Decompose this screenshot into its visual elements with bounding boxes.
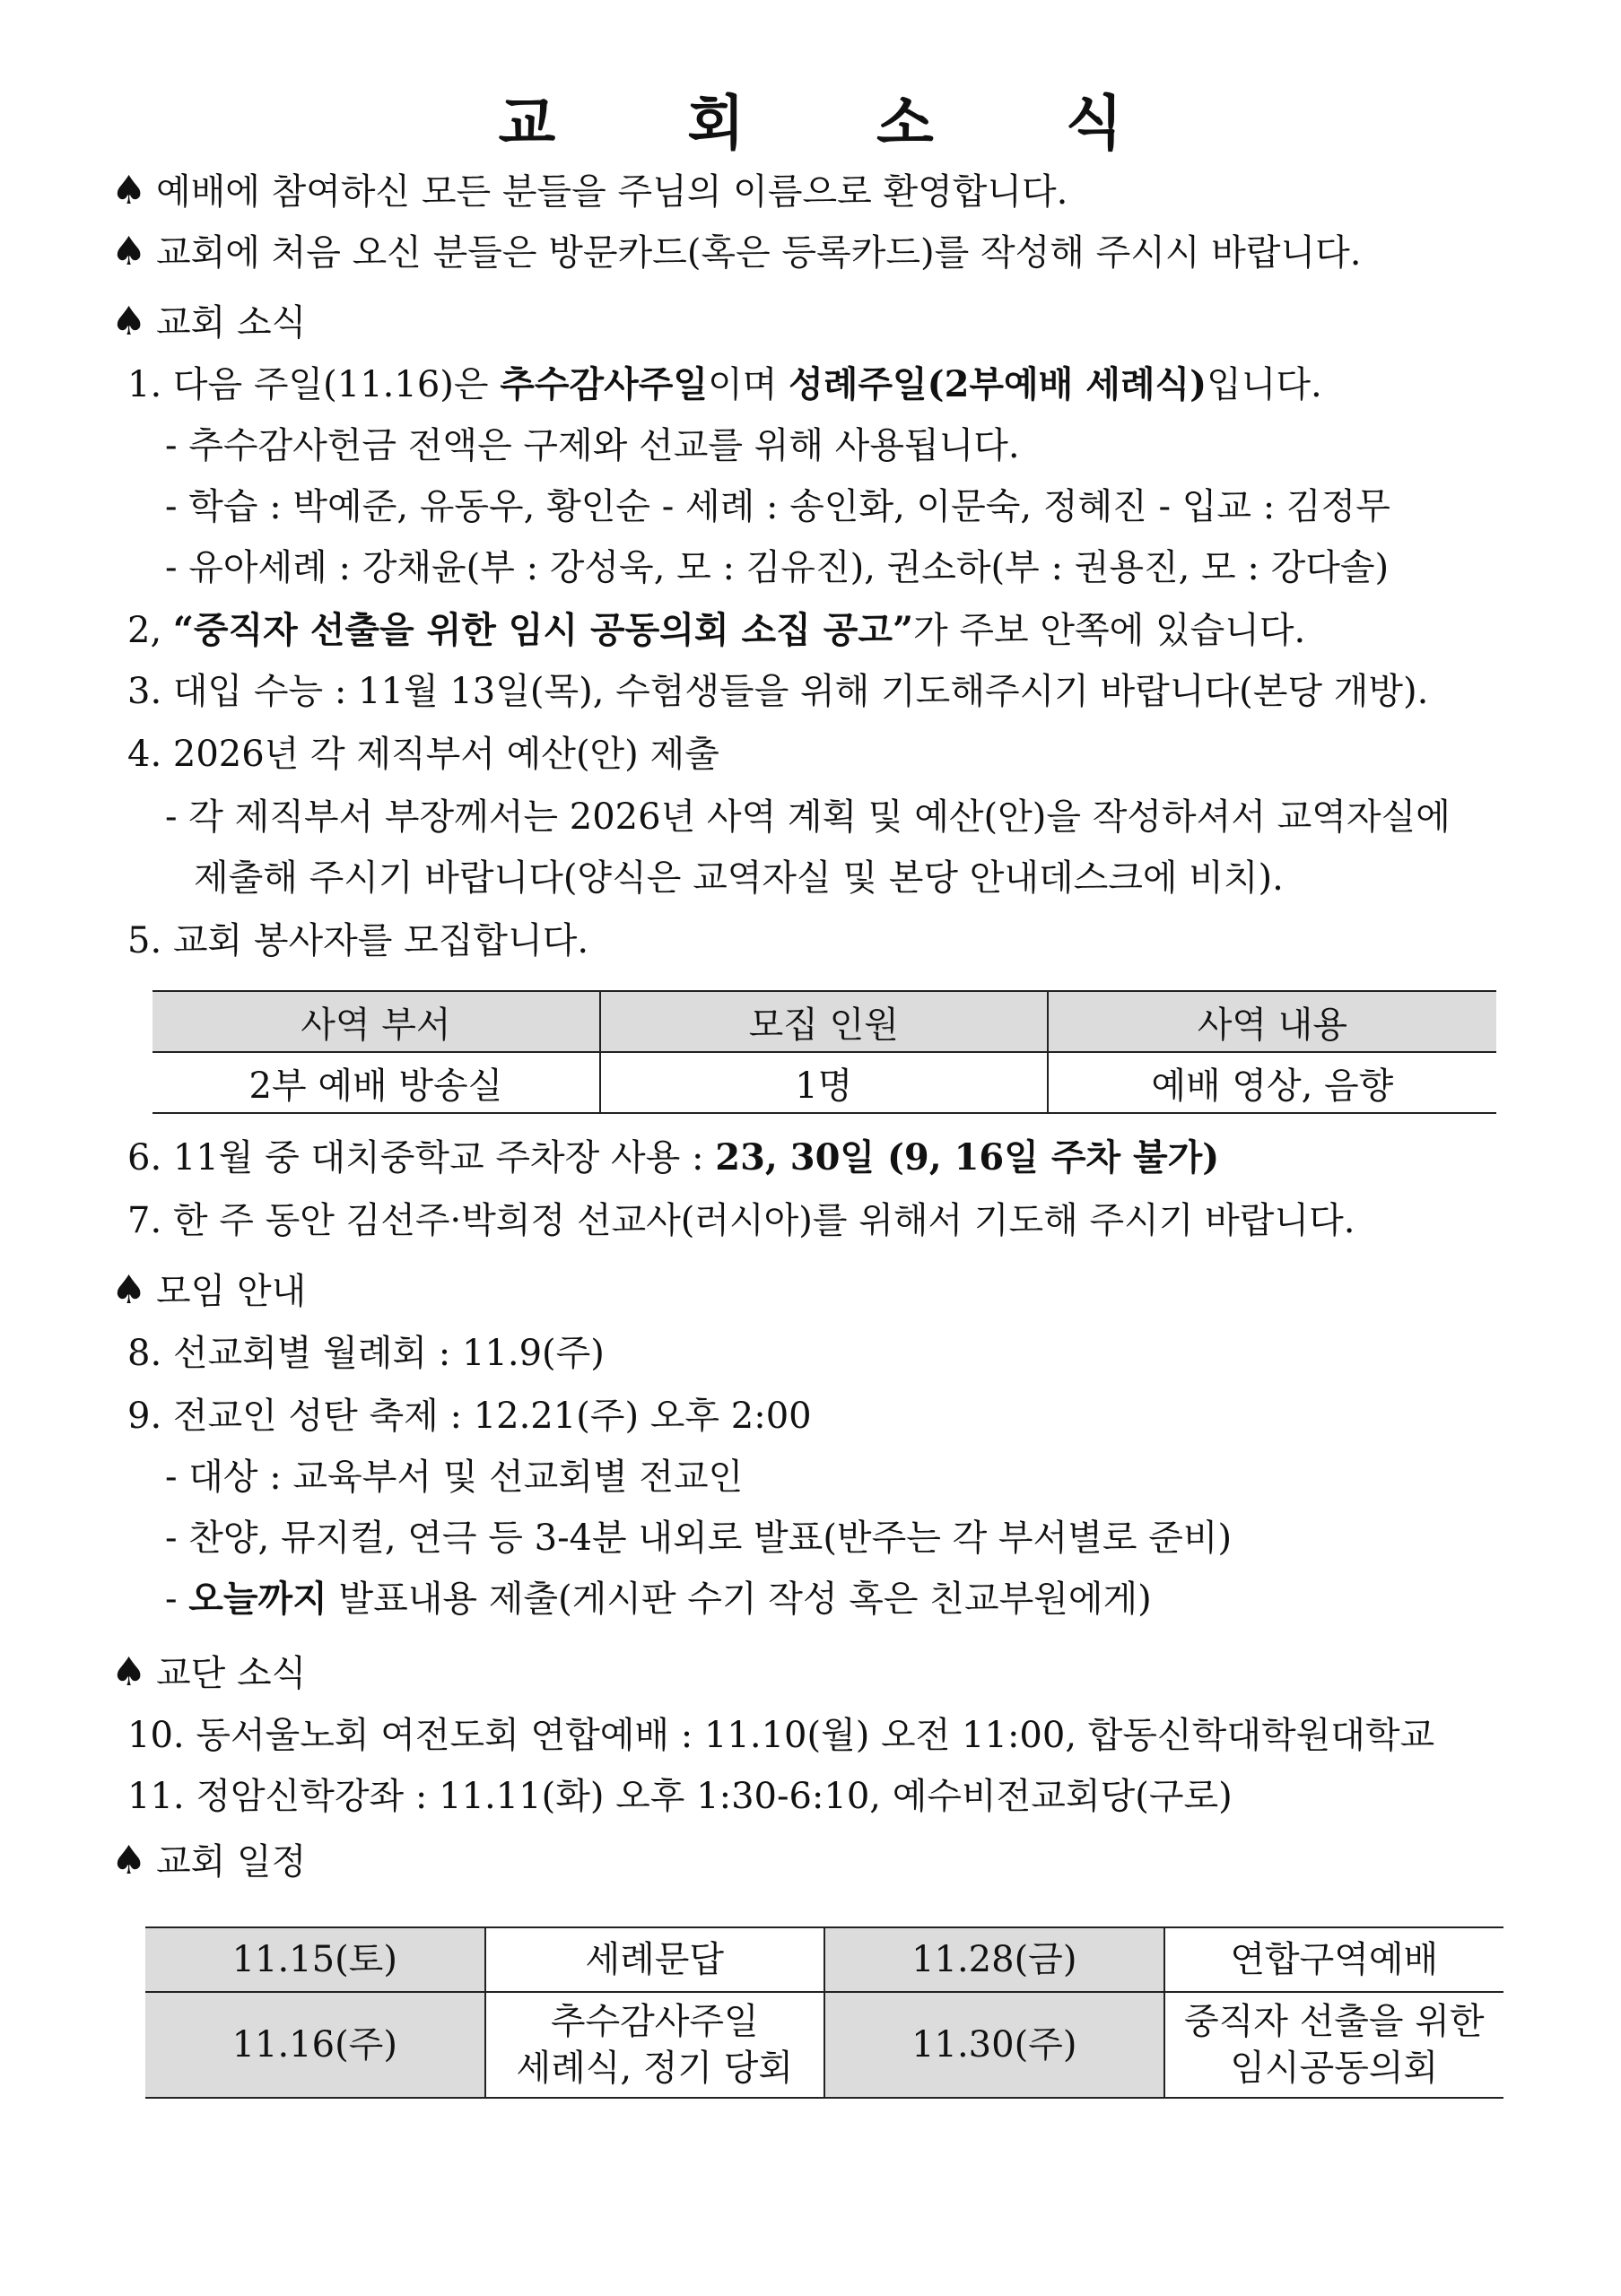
intro-line-2: ♠ 교회에 처음 오신 분들은 방문카드(혹은 등록카드)를 작성해 주시시 바랍니다. (111, 226, 1361, 279)
news-item-5: 5. 교회 봉사자를 모집합니다. (127, 920, 589, 961)
denomination-item-10: 10. 동서울노회 여전도회 연합예배 : 11.10(월) 오전 11:00, 합동신학대학원대학교 (127, 1715, 1435, 1756)
denomination-item-11: 11. 정암신학강좌 : 11.11(화) 오후 1:30-6:10, 예수비전교회당(구로) (127, 1776, 1233, 1817)
schedule-event: 연합구역예배 (1164, 1927, 1504, 1992)
news-item-1-sub-1: - 추수감사헌금 전액은 구제와 선교를 위해 사용됩니다. (165, 425, 1020, 466)
meeting-item-9: 9. 전교인 성탄 축제 : 12.21(주) 오후 2:00 (127, 1396, 812, 1437)
section-meetings: ♠ 모임 안내 (111, 1265, 306, 1318)
meeting-item-9-sub-1: - 대상 : 교육부서 및 선교회별 전교인 (165, 1457, 744, 1498)
news-item-7: 7. 한 주 동안 김선주·박희정 선교사(러시아)를 위해서 기도해 주시기 바랍니다. (127, 1200, 1355, 1241)
meeting-item-8: 8. 선교회별 월례회 : 11.9(주) (127, 1333, 605, 1374)
page-title: 교 회 소 식 (498, 89, 1179, 158)
schedule-date: 11.15(토) (145, 1927, 485, 1992)
schedule-event: 세례문답 (485, 1927, 825, 1992)
table-header: 모집 인원 (600, 991, 1048, 1052)
meeting-item-9-sub-3: - 오늘까지 발표내용 제출(게시판 수기 작성 혹은 친교부원에게) (165, 1578, 1152, 1620)
news-item-6: 6. 11월 중 대치중학교 주차장 사용 : 23, 30일 (9, 16일 주차 불가) (127, 1136, 1220, 1178)
section-denomination: ♠ 교단 소식 (111, 1647, 306, 1700)
spade-icon: ♠ (111, 299, 147, 344)
spade-icon: ♠ (111, 1649, 147, 1695)
spade-icon: ♠ (111, 1267, 147, 1313)
schedule-event: 추수감사주일 세례식, 정기 당회 (485, 1992, 825, 2098)
schedule-date: 11.16(주) (145, 1992, 485, 2098)
spade-icon: ♠ (111, 229, 147, 274)
schedule-date: 11.28(금) (824, 1927, 1164, 1992)
table-cell: 1명 (600, 1052, 1048, 1113)
news-item-4-sub-2: 제출해 주시기 바랍니다(양식은 교역자실 및 본당 안내데스크에 비치). (194, 857, 1284, 899)
table-header: 사역 부서 (153, 991, 600, 1052)
meeting-item-9-sub-2: - 찬양, 뮤지컬, 연극 등 3-4분 내외로 발표(반주는 각 부서별로 준비) (165, 1518, 1233, 1559)
schedule-event: 중직자 선출을 위한 임시공동의회 (1164, 1992, 1504, 2098)
news-item-4-sub-1: - 각 제직부서 부장께서는 2026년 사역 계획 및 예산(안)을 작성하셔서 교역자실에 (165, 796, 1451, 838)
news-item-1-sub-3: - 유아세례 : 강채윤(부 : 강성욱, 모 : 김유진), 권소하(부 : 권용진, 모 : 강다솔) (165, 547, 1390, 588)
spade-icon: ♠ (111, 168, 147, 213)
spade-icon: ♠ (111, 1838, 147, 1883)
news-item-4: 4. 2026년 각 제직부서 예산(안) 제출 (127, 734, 719, 775)
intro-line-1: ♠ 예배에 참여하신 모든 분들을 주님의 이름으로 환영합니다. (111, 165, 1068, 218)
section-church-news: ♠ 교회 소식 (111, 296, 306, 349)
table-header: 사역 내용 (1048, 991, 1496, 1052)
news-item-1: 1. 다음 주일(11.16)은 추수감사주일이며 성례주일(2부예배 세례식)입니다. (127, 363, 1322, 405)
table-cell: 2부 예배 방송실 (153, 1052, 600, 1113)
news-item-2: 2, “중직자 선출을 위한 임시 공동의회 소집 공고”가 주보 안쪽에 있습니다. (127, 609, 1306, 651)
news-item-1-sub-2: - 학습 : 박예준, 유동우, 황인순 - 세례 : 송인화, 이문숙, 정혜진 - 입교 : 김정무 (165, 486, 1390, 527)
volunteer-table (153, 990, 1496, 1114)
news-item-3: 3. 대입 수능 : 11월 13일(목), 수험생들을 위해 기도해주시기 바랍니다(본당 개방). (127, 671, 1429, 712)
section-schedule: ♠ 교회 일정 (111, 1835, 306, 1888)
table-cell: 예배 영상, 음향 (1048, 1052, 1496, 1113)
schedule-table (145, 1926, 1503, 2099)
schedule-date: 11.30(주) (824, 1992, 1164, 2098)
